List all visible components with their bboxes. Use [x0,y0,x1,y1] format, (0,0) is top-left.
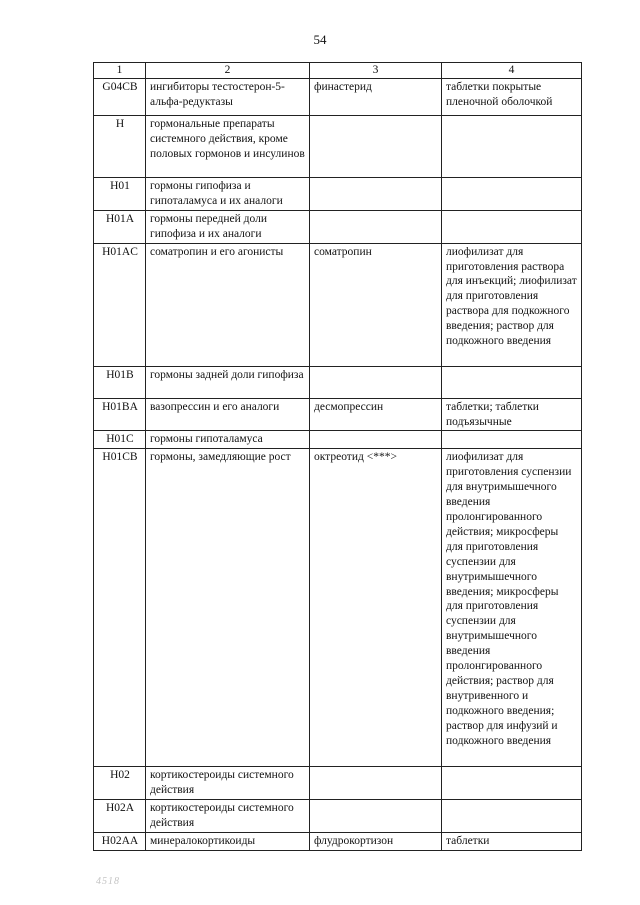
column-header: 1 [94,63,146,79]
group-cell: гормоны гипофиза и гипоталамуса и их аналоги [146,178,310,211]
group-cell: соматропин и его агонисты [146,243,310,366]
atc-code-cell: H02 [94,767,146,800]
table-row [94,243,582,366]
drug-cell: флудрокортизон [310,832,442,850]
group-cell: минералокортикоиды [146,832,310,850]
atc-code-cell: G04CB [94,79,146,116]
column-header: 3 [310,63,442,79]
atc-code-cell: H01CB [94,449,146,767]
drug-cell [310,116,442,178]
atc-code-cell: H01 [94,178,146,211]
drug-cell [310,767,442,800]
table-header-row [94,63,582,79]
dosage-form-cell [442,366,582,398]
atc-code-cell: H01AC [94,243,146,366]
column-header: 2 [146,63,310,79]
group-cell: гормоны передней доли гипофиза и их аналоги [146,210,310,243]
dosage-form-cell [442,178,582,211]
drug-cell [310,366,442,398]
atc-code-cell: H02AA [94,832,146,850]
drug-cell: октреотид <***> [310,449,442,767]
drug-cell [310,431,442,449]
table-row [94,449,582,767]
group-cell: гормоны задней доли гипофиза [146,366,310,398]
dosage-form-cell: таблетки покрытые пленочной оболочкой [442,79,582,116]
dosage-form-cell [442,210,582,243]
table-row [94,800,582,833]
drug-table [93,62,582,851]
group-cell: гормональные препараты системного действия, кроме половых гормонов и инсулинов [146,116,310,178]
drug-cell [310,800,442,833]
group-cell: гормоны, замедляющие рост [146,449,310,767]
column-header: 4 [442,63,582,79]
atc-code-cell: H01A [94,210,146,243]
table-row [94,767,582,800]
group-cell: ингибиторы тестостерон-5-альфа-редуктазы [146,79,310,116]
group-cell: вазопрессин и его аналоги [146,398,310,431]
table-row [94,79,582,116]
dosage-form-cell [442,767,582,800]
dosage-form-cell: таблетки [442,832,582,850]
dosage-form-cell [442,431,582,449]
table-row [94,832,582,850]
page-number: 54 [313,32,327,47]
drug-cell: соматропин [310,243,442,366]
group-cell: кортикостероиды системного действия [146,767,310,800]
atc-code-cell: H01C [94,431,146,449]
table-row [94,210,582,243]
dosage-form-cell: лиофилизат для приготовления раствора для инъекций; лиофилизат для приготовления раствора для подкожного введения; раствор для подкожного введения [442,243,582,366]
atc-code-cell: H01B [94,366,146,398]
dosage-form-cell: таблетки; таблетки подъязычные [442,398,582,431]
dosage-form-cell: лиофилизат для приготовления суспензии для внутримышечного введения пролонгированного действия; микросферы для приготовления суспензии для внутримышечного введения; микросферы для приготовления суспензии для внутримышечного введения пролонгированного действия; раствор для внутривенного и подкожного введения; раствор для инфузий и подкожного введения [442,449,582,767]
group-cell: гормоны гипоталамуса [146,431,310,449]
footer-mark: 4518 [96,876,120,887]
atc-code-cell: H02A [94,800,146,833]
drug-cell [310,178,442,211]
table-row [94,398,582,431]
drug-cell [310,210,442,243]
atc-code-cell: H01BA [94,398,146,431]
group-cell: кортикостероиды системного действия [146,800,310,833]
table-row [94,366,582,398]
drug-cell: десмопрессин [310,398,442,431]
drug-cell: финастерид [310,79,442,116]
table-row [94,116,582,178]
dosage-form-cell [442,116,582,178]
table-row [94,431,582,449]
dosage-form-cell [442,800,582,833]
atc-code-cell: H [94,116,146,178]
table-row [94,178,582,211]
